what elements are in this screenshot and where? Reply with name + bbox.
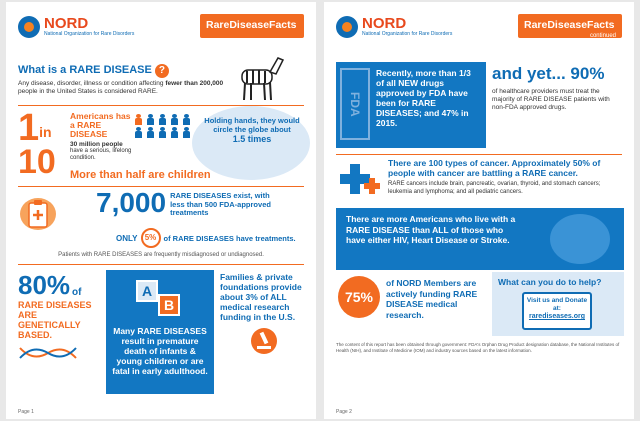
person-icon [170, 114, 179, 125]
americans-text [70, 112, 132, 162]
americans-headline: Americans has a RARE DISEASE [70, 111, 131, 139]
cancer-body: RARE cancers include brain, pancreatic, ovarian, thyroid, and stomach cancers; leukemia and lymphoma; and all pediatric cancers. [388, 181, 601, 195]
person-icon [146, 127, 155, 138]
nord-logo [336, 16, 452, 38]
person-icon [182, 114, 191, 125]
five-percent-text: of RARE DISEASES have treatments. [163, 233, 296, 243]
eighty-percent: 80% [18, 270, 71, 300]
more-americans-card [336, 208, 624, 270]
globe-text [204, 116, 300, 144]
cancer-section [388, 158, 624, 196]
lifelong-text: have a serious, lifelong condition. [70, 148, 132, 161]
visit-text: Visit us and Donate at: [526, 297, 588, 312]
small-plus-icon [364, 178, 380, 194]
people-grid [134, 114, 191, 138]
five-percent-badge: 5% [141, 228, 161, 248]
person-icon [134, 127, 143, 138]
page-2 [324, 2, 634, 419]
help-heading: What can you do to help? [498, 277, 602, 287]
seven-thousand-text: RARE DISEASES exist, with less than 500 FDA-approved treatments [170, 191, 271, 217]
members-text: of NORD Members are actively funding RARE DISEASE medical research. [386, 278, 478, 320]
one-in-ten [18, 107, 56, 181]
org-tagline: National Organization for Rare Disorders [44, 31, 135, 37]
what-section [18, 64, 304, 96]
stat-ten: 10 [18, 143, 56, 181]
funding-section [220, 272, 308, 354]
members-section [386, 278, 486, 320]
rare-disease-facts-banner [200, 14, 304, 38]
premature-death-text: Many RARE DISEASES result in premature death of infants & young children or are fatal in early adulthood. [112, 326, 208, 376]
banner-title: RareDiseaseFacts [206, 19, 297, 31]
genetic-text: RARE DISEASES ARE GENETICALLY BASED. [18, 300, 92, 340]
person-icon [158, 114, 167, 125]
blocks-card [106, 270, 214, 394]
stat-in: in [39, 124, 52, 140]
divider [336, 154, 622, 155]
globe-times: 1.5 times [232, 134, 272, 144]
cancer-headline: There are 100 types of cancer. Approximately 50% of people with cancer are battling a RARE cancer. [388, 158, 601, 178]
ninety-percent [492, 64, 624, 112]
five-percent [116, 228, 296, 248]
block-b: B [158, 294, 180, 316]
nord-logo-icon [336, 16, 358, 38]
banner-title: RareDiseaseFacts [524, 19, 615, 31]
children-text: More than half are children [70, 169, 211, 181]
and-yet-heading: and yet... 90% [492, 64, 605, 83]
donate-screen[interactable] [522, 292, 592, 330]
what-body-pre: Any disease, disorder, illness or condition affecting [18, 80, 166, 87]
seventy-five-badge: 75% [338, 276, 380, 318]
page-label-1: Page 1 [18, 409, 34, 415]
funding-text: Families & private foundations provide about 3% of ALL medical research funding in the U.S. [220, 272, 302, 322]
only-label: ONLY [116, 233, 138, 243]
person-icon [182, 127, 191, 138]
divider [18, 264, 304, 265]
person-icon [158, 127, 167, 138]
microscope-icon [251, 328, 277, 354]
page-1 [6, 2, 316, 419]
question-icon: ? [155, 64, 169, 78]
org-name: NORD [362, 15, 407, 32]
fda-logo: FDA [340, 68, 370, 140]
footnote: The content of this report has been obtained through government: FDA's Orphan Drug Product designation database, the National Institutes of Health (NIH), and Institute of Medicine (IOM) and industry sources based on the latest information. [336, 342, 620, 353]
ab-blocks [136, 280, 180, 316]
fda-text: Recently, more than 1/3 of all NEW drugs approved by FDA have been for RARE DISEASES; and 47% in 2015. [376, 68, 471, 128]
what-body-post: people in the United States is considered RARE. [18, 88, 158, 95]
million-people: 30 million people [70, 141, 123, 148]
globe-bubble-text: Holding hands, they would circle the globe about [204, 116, 300, 134]
nord-logo-icon [18, 16, 40, 38]
more-americans-text: There are more Americans who live with a RARE DISEASE than ALL of those who have either HIV, Heart Disease or Stroke. [346, 214, 516, 245]
block-a: A [136, 280, 158, 302]
person-icon [146, 114, 155, 125]
what-body [18, 80, 228, 96]
rare-disease-facts-banner [518, 14, 622, 38]
seven-thousand [96, 188, 280, 218]
clipboard-icon [28, 200, 48, 228]
org-name: NORD [44, 15, 89, 32]
people-crowd-icon [550, 214, 610, 264]
nord-url-link[interactable]: rarediseases.org [528, 313, 586, 320]
banner-continued: continued [589, 33, 616, 39]
genetic-section [18, 272, 100, 367]
fda-card [336, 62, 486, 148]
what-heading: What is a RARE DISEASE [18, 64, 152, 76]
nord-logo [18, 16, 134, 38]
of-label: of [72, 287, 82, 298]
what-body-emphasis: fewer than 200,000 [165, 80, 224, 87]
dna-icon [18, 344, 78, 362]
person-icon [134, 114, 143, 125]
person-icon [170, 127, 179, 138]
page-label-2: Page 2 [336, 409, 352, 415]
help-card [492, 272, 624, 336]
misdiagnosed-note: Patients with RARE DISEASES are frequently misdiagnosed or undiagnosed. [58, 252, 264, 258]
seven-thousand-number: 7,000 [96, 187, 167, 218]
stat-one: 1 [18, 107, 40, 149]
ninety-percent-text: of healthcare providers must treat the majority of RARE DISEASE patients with non-FDA approved drugs. [492, 88, 610, 111]
org-tagline: National Organization for Rare Disorders [362, 31, 453, 37]
